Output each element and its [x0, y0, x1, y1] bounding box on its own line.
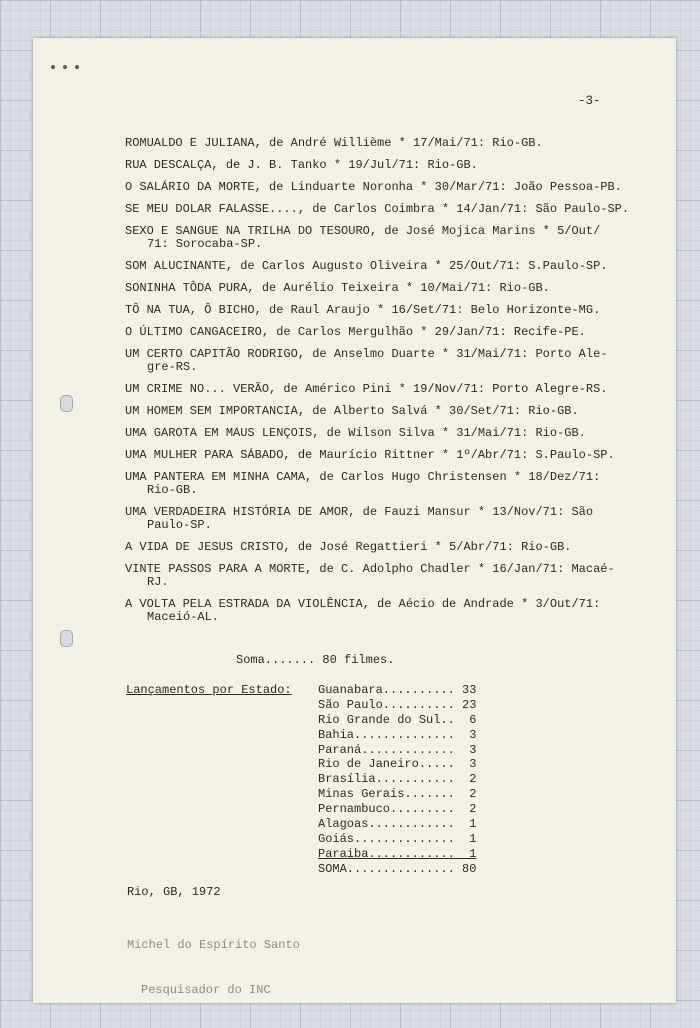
signature-title: Pesquisador do INC — [141, 983, 271, 997]
punch-hole-top — [60, 395, 73, 412]
state-row — [318, 832, 476, 847]
film-entry: UMA PANTERA EM MINHA CAMA, de Carlos Hugo Christensen * 18/Dez/71: Rio-GB. — [125, 470, 601, 497]
film-entry: TÔ NA TUA, Ô BICHO, de Raul Araujo * 16/Set/71: Belo Horizonte-MG. — [125, 303, 601, 317]
state-count: 1 — [462, 846, 477, 861]
state-row — [318, 847, 476, 862]
state-row — [318, 683, 476, 698]
film-entry: SEXO E SANGUE NA TRILHA DO TESOURO, de José Mojica Marins * 5/Out/ 71: Sorocaba-SP. — [125, 224, 601, 251]
place-date: Rio, GB, 1972 — [127, 885, 221, 899]
state-row — [318, 743, 476, 758]
state-row — [318, 728, 476, 743]
film-entry: O SALÁRIO DA MORTE, de Linduarte Noronha * 30/Mar/71: João Pessoa-PB. — [125, 180, 622, 194]
film-entry: A VIDA DE JESUS CRISTO, de José Regattieri * 5/Abr/71: Rio-GB. — [125, 540, 572, 554]
state-count: 2 — [462, 787, 477, 802]
state-count: 3 — [462, 742, 477, 757]
state-count: 6 — [462, 712, 477, 727]
state-row — [318, 698, 476, 713]
film-entry: UM HOMEM SEM IMPORTANCIA, de Alberto Salvá * 30/Set/71: Rio-GB. — [125, 404, 579, 418]
state-name: Minas Gerais....... — [318, 787, 455, 802]
state-name: Paraiba............ — [318, 846, 455, 861]
state-name: Paraná............. — [318, 742, 455, 757]
state-row — [318, 787, 476, 802]
state-name: Goiás.............. — [318, 831, 455, 846]
state-name: Rio Grande do Sul.. — [318, 712, 455, 727]
state-name: SOMA............... — [318, 861, 455, 876]
film-entry: UM CERTO CAPITÃO RODRIGO, de Anselmo Duarte * 31/Mai/71: Porto Ale- gre-RS. — [125, 347, 608, 374]
film-entry: ROMUALDO E JULIANA, de André Willième * 17/Mai/71: Rio-GB. — [125, 136, 543, 150]
state-name: Alagoas............ — [318, 817, 455, 832]
document-page — [33, 38, 676, 1003]
signature-block — [127, 908, 300, 1028]
staple-marks — [51, 56, 95, 60]
film-entry: SONINHA TÔDA PURA, de Aurélio Teixeira * 10/Mai/71: Rio-GB. — [125, 281, 550, 295]
state-name: São Paulo.......... — [318, 697, 455, 712]
states-total-row — [318, 862, 476, 877]
state-count: 3 — [462, 757, 477, 772]
state-count: 23 — [462, 697, 477, 712]
film-entry: VINTE PASSOS PARA A MORTE, de C. Adolpho Chadler * 16/Jan/71: Macaé- RJ. — [125, 562, 615, 589]
states-table — [318, 683, 476, 877]
state-count: 2 — [462, 772, 477, 787]
state-row — [318, 802, 476, 817]
state-count: 80 — [462, 861, 477, 876]
state-count: 1 — [462, 831, 477, 846]
film-entry: SE MEU DOLAR FALASSE...., de Carlos Coimbra * 14/Jan/71: São Paulo-SP. — [125, 202, 630, 216]
film-entry: UMA MULHER PARA SÁBADO, de Maurício Rittner * 1º/Abr/71: S.Paulo-SP. — [125, 448, 615, 462]
films-total: Soma....... 80 filmes. — [236, 653, 395, 667]
state-name: Rio de Janeiro..... — [318, 757, 455, 772]
state-name: Bahia.............. — [318, 727, 455, 742]
signature-name: Michel do Espírito Santo — [127, 938, 300, 952]
page-number: -3- — [578, 94, 601, 108]
state-count: 3 — [462, 727, 477, 742]
film-entry: UMA GAROTA EM MAUS LENÇOIS, de Wilson Silva * 31/Mai/71: Rio-GB. — [125, 426, 586, 440]
state-row — [318, 713, 476, 728]
state-row — [318, 817, 476, 832]
film-entry: SOM ALUCINANTE, de Carlos Augusto Oliveira * 25/Out/71: S.Paulo-SP. — [125, 259, 608, 273]
state-row — [318, 757, 476, 772]
film-entry: O ÚLTIMO CANGACEIRO, de Carlos Mergulhão * 29/Jan/71: Recife-PE. — [125, 325, 586, 339]
film-entry: A VOLTA PELA ESTRADA DA VIOLÊNCIA, de Aécio de Andrade * 3/Out/71: Maceió-AL. — [125, 597, 601, 624]
film-entry: UMA VERDADEIRA HISTÓRIA DE AMOR, de Fauzi Mansur * 13/Nov/71: São Paulo-SP. — [125, 505, 594, 532]
state-count: 2 — [462, 802, 477, 817]
state-name: Guanabara.......... — [318, 683, 455, 697]
film-list — [125, 137, 665, 633]
state-name: Brasília........... — [318, 772, 455, 787]
film-entry: UM CRIME NO... VERÃO, de Américo Pini * 19/Nov/71: Porto Alegre-RS. — [125, 382, 608, 396]
state-row — [318, 772, 476, 787]
punch-hole-bottom — [60, 630, 73, 647]
state-name: Pernambuco......... — [318, 802, 455, 817]
film-entry: RUA DESCALÇA, de J. B. Tanko * 19/Jul/71: Rio-GB. — [125, 158, 478, 172]
state-count: 33 — [462, 683, 477, 697]
state-count: 1 — [462, 817, 477, 832]
states-heading: Lançamentos por Estado: — [126, 683, 292, 697]
